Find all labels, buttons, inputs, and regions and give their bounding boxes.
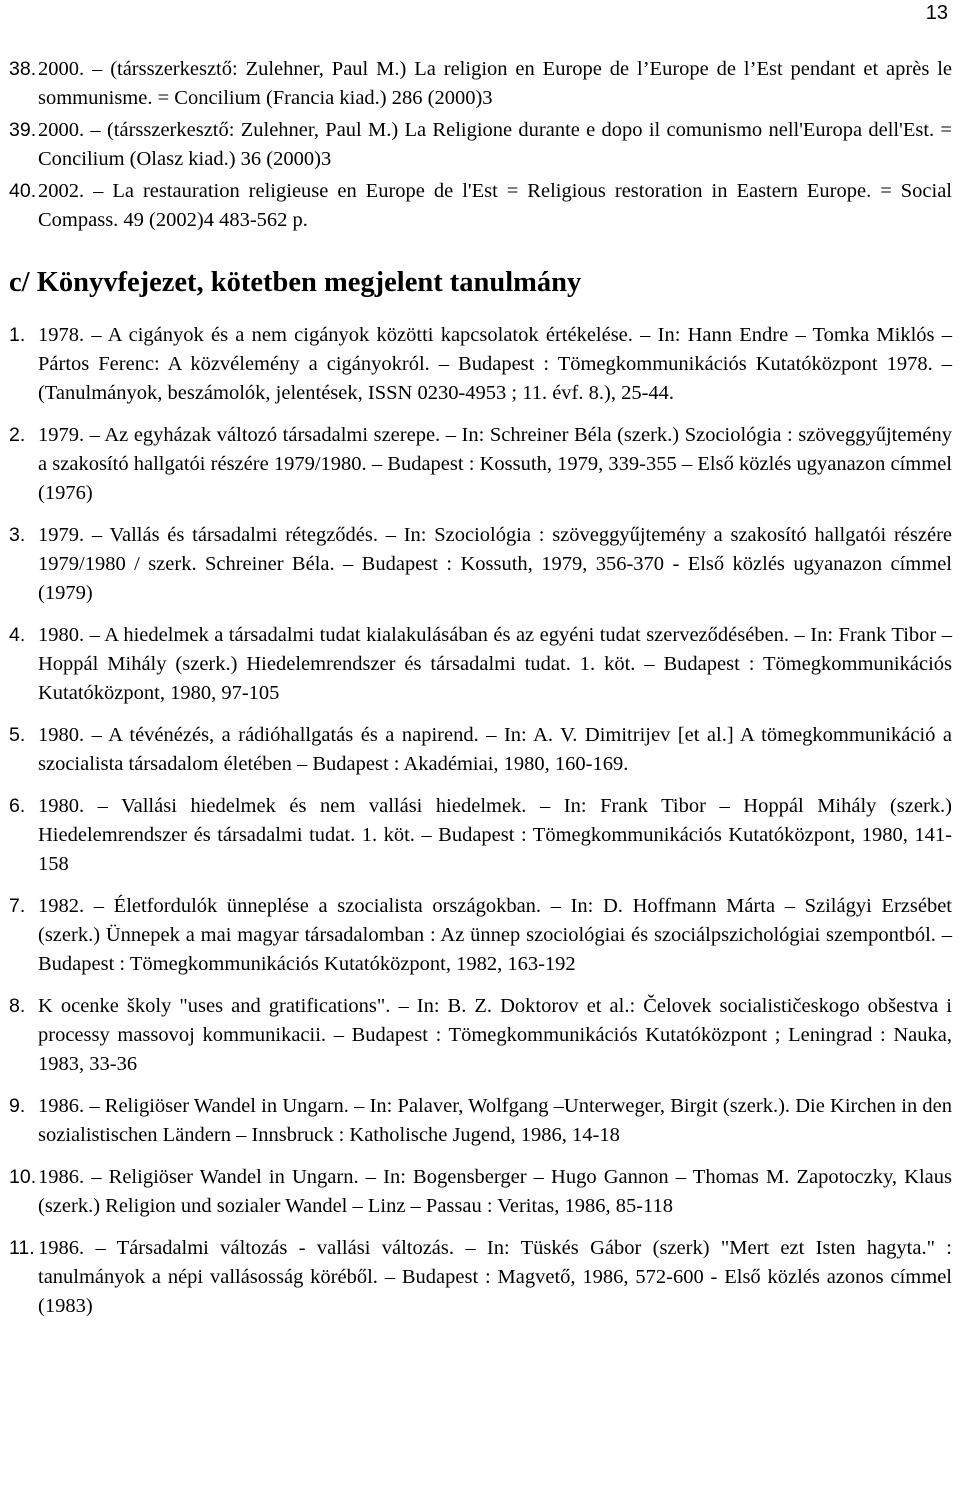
list-item xyxy=(0,1092,960,1150)
entry-text: 1980. – A hiedelmek a társadalmi tudat kialakulásában és az egyéni tudat szerveződésében. – In: Frank Tibor – Hoppál Mihály (szerk.) Hiedelemrendszer és társadalmi tudat. 1. köt. – Budapest : Tömegkommunikációs Kutatóközpont, 1980, 97-105 xyxy=(38,624,952,704)
entry-number: 3. xyxy=(9,524,26,546)
list-item xyxy=(0,621,960,708)
entry-number: 7. xyxy=(9,895,26,917)
entry-number: 1. xyxy=(9,324,26,346)
list-item xyxy=(0,721,960,779)
section-heading: c/ Könyvfejezet, kötetben megjelent tanulmány xyxy=(9,267,582,298)
entry-text: 1982. – Életfordulók ünneplése a szocialista országokban. – In: D. Hoffmann Márta – Szilágyi Erzsébet (szerk.) Ünnepek a mai magyar társadalomban : Az ünnep szociológiai és szociálpszichológiai szempontból. – Budapest : Tömegkommunikációs Kutatóközpont, 1982, 163-192 xyxy=(38,895,952,975)
entry-text: 1978. – A cigányok és a nem cigányok közötti kapcsolatok értékelése. – In: Hann Endre – Tomka Miklós – Pártos Ferenc: A közvélemény a cigányokról. – Budapest : Tömegkommunikációs Kutatóközpont 1978. – (Tanulmányok, beszámolók, jelentések, ISSN 0230-4953 ; 11. évf. 8.), 25-44. xyxy=(38,324,952,404)
bibliography xyxy=(0,55,960,1334)
list-item xyxy=(0,792,960,879)
list-item xyxy=(0,116,960,174)
entry-number: 38. xyxy=(9,58,37,80)
entry-text: 1979. – Vallás és társadalmi rétegződés. – In: Szociológia : szöveggyűjtemény a szakosító hallgatói részére 1979/1980 / szerk. Schreiner Béla. – Budapest : Kossuth, 1979, 356-370 - Első közlés ugyanazon címmel (1979) xyxy=(38,524,952,604)
book-chapters-list xyxy=(0,321,960,1321)
entry-text: 1986. – Religiöser Wandel in Ungarn. – In: Palaver, Wolfgang –Unterweger, Birgit (szerk.). Die Kirchen in den sozialistischen Ländern – Innsbruck : Katholische Jugend, 1986, 14-18 xyxy=(38,1095,952,1146)
entry-text: 1980. – Vallási hiedelmek és nem vallási hiedelmek. – In: Frank Tibor – Hoppál Mihály (szerk.) Hiedelemrendszer és társadalmi tudat. 1. köt. – Budapest : Tömegkommunikációs Kutatóközpont, 1980, 141-158 xyxy=(38,795,952,875)
entry-number: 5. xyxy=(9,724,26,746)
list-item xyxy=(0,1163,960,1221)
list-item xyxy=(0,992,960,1079)
entry-text: 2000. – (társszerkesztő: Zulehner, Paul M.) La religion en Europe de l’Europe de l’Est pendant et après le sommunisme. = Concilium (Francia kiad.) 286 (2000)3 xyxy=(38,58,952,109)
entry-number: 11. xyxy=(9,1237,35,1259)
list-item xyxy=(0,521,960,608)
entry-number: 4. xyxy=(9,624,26,646)
entry-text: 1980. – A tévénézés, a rádióhallgatás és a napirend. – In: A. V. Dimitrijev [et al.] A tömegkommunikáció a szocialista társadalom életében – Budapest : Akadémiai, 1980, 160-169. xyxy=(38,724,952,775)
entry-text: 1986. – Társadalmi változás - vallási változás. – In: Tüskés Gábor (szerk) "Mert ezt Isten hagyta." : tanulmányok a népi vallásosság köréből. – Budapest : Magvető, 1986, 572-600 - Első közlés azonos címmel (1983) xyxy=(38,1237,952,1317)
entry-number: 8. xyxy=(9,995,26,1017)
journal-articles-list xyxy=(0,55,960,235)
entry-number: 10. xyxy=(9,1166,37,1188)
entry-text: 1986. – Religiöser Wandel in Ungarn. – In: Bogensberger – Hugo Gannon – Thomas M. Zapotoczky, Klaus (szerk.) Religion und sozialer Wandel – Linz – Passau : Veritas, 1986, 85-118 xyxy=(38,1166,952,1217)
list-item xyxy=(0,55,960,113)
entry-text: 2002. – La restauration religieuse en Europe de l'Est = Religious restoration in Eastern Europe. = Social Compass. 49 (2002)4 483-562 p. xyxy=(38,180,952,231)
entry-number: 9. xyxy=(9,1095,26,1117)
list-item xyxy=(0,892,960,979)
entry-number: 39. xyxy=(9,119,37,141)
page-number: 13 xyxy=(925,2,948,24)
entry-text: 2000. – (társszerkesztő: Zulehner, Paul M.) La Religione durante e dopo il comunismo nell'Europa dell'Est. = Concilium (Olasz kiad.) 36 (2000)3 xyxy=(38,119,952,170)
entry-number: 2. xyxy=(9,424,26,446)
list-item xyxy=(0,421,960,508)
list-item xyxy=(0,321,960,408)
entry-number: 6. xyxy=(9,795,26,817)
list-item xyxy=(0,177,960,235)
list-item xyxy=(0,1234,960,1321)
entry-text: 1979. – Az egyházak változó társadalmi szerepe. – In: Schreiner Béla (szerk.) Szociológia : szöveggyűjtemény a szakosító hallgatói részére 1979/1980. – Budapest : Kossuth, 1979, 339-355 – Első közlés ugyanazon címmel (1976) xyxy=(38,424,952,504)
entry-number: 40. xyxy=(9,180,37,202)
entry-text: K ocenke školy "uses and gratifications". – In: B. Z. Doktorov et al.: Čelovek socialističeskogo obšestva i processy massovoj kommunikacii. – Budapest : Tömegkommunikációs Kutatóközpont ; Leningrad : Nauka, 1983, 33-36 xyxy=(38,995,952,1075)
